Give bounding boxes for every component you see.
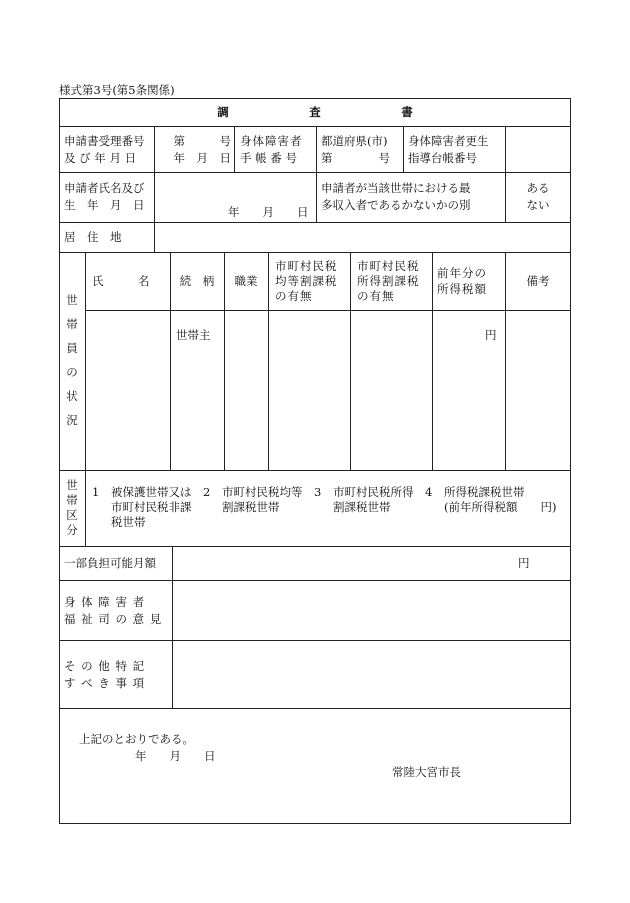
header-income-tax-line1: 前年分の <box>437 266 487 280</box>
header-tax-b-line3: の有無 <box>357 289 395 303</box>
col-divider <box>170 252 171 470</box>
welfare-opinion-label-line2: 福 祉 司 の 意 見 <box>64 612 163 626</box>
header-tax-a-line1: 市町村民税 <box>275 259 338 273</box>
rehab-label-line2: 指導台帳番号 <box>408 151 477 165</box>
category-3-line1: 市町村民税所得 <box>333 485 414 499</box>
category-4-number: 4 <box>425 485 433 499</box>
welfare-opinion-label-line1: 身 体 障 害 者 <box>64 595 146 609</box>
applicant-birthdate: 年 月 日 <box>228 205 309 219</box>
col-divider <box>403 126 404 172</box>
col-divider <box>154 126 155 172</box>
category-3-line2: 割課税世帯 <box>333 500 391 514</box>
row-divider <box>85 310 571 311</box>
applicant-label-line1: 申請者氏名及び <box>64 181 145 195</box>
header-remarks: 備考 <box>526 274 550 288</box>
col-divider <box>316 172 317 222</box>
form-label: 様式第3号(第5条関係) <box>59 83 175 97</box>
handbook-label-line1: 身体障害者 <box>240 134 303 148</box>
partial-burden-label: 一部負担可能月額 <box>64 556 156 570</box>
col-divider <box>154 172 155 222</box>
row-divider <box>59 640 571 641</box>
category-4-line1: 所得税課税世帯 <box>444 485 525 499</box>
header-income-tax-line2: 所得税額 <box>437 282 487 296</box>
row-divider <box>59 172 571 173</box>
category-1-line2: 市町村民税非課 <box>111 500 192 514</box>
other-notes-label-line1: そ の 他 特 記 <box>64 659 146 673</box>
category-3-number: 3 <box>314 485 322 499</box>
head-of-household: 世帯主 <box>176 328 211 342</box>
header-tax-a-line3: の有無 <box>275 289 313 303</box>
option-yes: ある <box>526 181 550 195</box>
household-side-label: 世帯員の状況 <box>66 293 78 427</box>
address-label: 居 住 地 <box>64 230 122 244</box>
receipt-date: 年 月 日 <box>173 151 231 165</box>
row-divider <box>59 126 571 127</box>
rehab-label-line1: 身体障害者更生 <box>408 134 489 148</box>
category-2-number: 2 <box>203 485 211 499</box>
category-2-line1: 市町村民税均等 <box>222 485 303 499</box>
header-tax-b-line1: 市町村民税 <box>357 259 420 273</box>
category-1-line3: 税世帯 <box>111 515 146 529</box>
row-divider <box>59 470 571 471</box>
partial-burden-yen: 円 <box>518 556 530 570</box>
footer-date: 年 月 日 <box>135 749 216 763</box>
col-divider <box>172 546 173 708</box>
row-divider <box>59 252 571 253</box>
col-divider <box>268 252 269 470</box>
other-notes-label-line2: す べ き 事 項 <box>64 676 146 690</box>
category-1-line1: 被保護世帯又は <box>111 485 192 499</box>
applicant-label-line2: 生 年 月 日 <box>64 198 145 212</box>
col-divider <box>432 252 433 470</box>
header-tax-b-line2: 所得割課税 <box>357 274 420 288</box>
col-divider <box>350 252 351 470</box>
col-divider <box>505 172 506 222</box>
header-occupation: 職業 <box>234 274 258 288</box>
handbook-number: 第 号 <box>321 151 390 165</box>
col-divider <box>154 222 155 252</box>
form-title: 調 査 書 <box>217 105 413 119</box>
option-no: ない <box>526 198 550 212</box>
col-divider <box>316 126 317 172</box>
col-divider <box>85 252 86 470</box>
category-2-line2: 割課税世帯 <box>222 500 280 514</box>
row-divider <box>59 546 571 547</box>
col-divider <box>85 470 86 546</box>
top-earner-question-line1: 申請者が当該世帯における最 <box>321 181 471 195</box>
receipt-label-line1: 申請書受理番号 <box>64 134 145 148</box>
row-divider <box>59 708 571 709</box>
prefecture-label: 都道府県(市) <box>321 134 388 148</box>
receipt-number: 第 号 <box>173 134 231 148</box>
header-tax-a-line2: 均等割課税 <box>275 274 338 288</box>
category-4-line2: (前年所得税額 円) <box>444 500 557 514</box>
receipt-label-line2: 及 び 年 月 日 <box>64 151 137 165</box>
col-divider <box>224 252 225 470</box>
row-divider <box>59 222 571 223</box>
income-tax-yen: 円 <box>485 328 497 342</box>
row-divider <box>59 580 571 581</box>
header-relation: 続 柄 <box>179 274 215 288</box>
category-side-label: 世帯区分 <box>66 478 78 537</box>
handbook-label-line2: 手 帳 番 号 <box>240 151 297 165</box>
col-divider <box>234 126 235 172</box>
top-earner-question-line2: 多収入者であるかないかの別 <box>321 198 471 212</box>
footer-statement: 上記のとおりである。 <box>79 732 194 746</box>
category-1-number: 1 <box>92 485 100 499</box>
header-name: 氏 名 <box>92 274 150 288</box>
col-divider <box>505 126 506 172</box>
mayor-signature: 常陸大宮市長 <box>392 765 461 779</box>
